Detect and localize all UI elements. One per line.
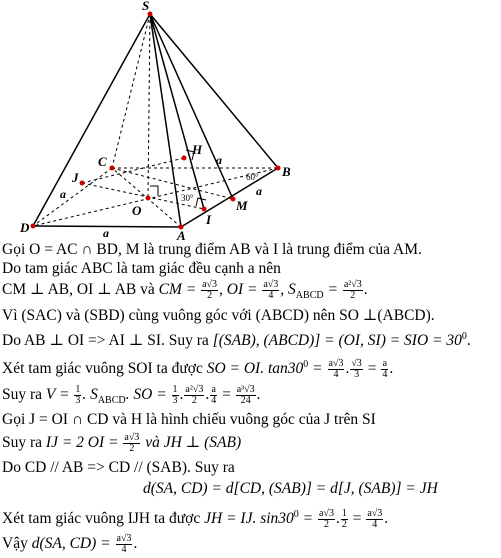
fraction: $\frac{a}{4}$ [382, 358, 388, 381]
point-B [276, 166, 281, 171]
line-9: Suy ra IJ = 2 OI = $\frac{a√3}{2}$ và JH ⊥ (SAB) [2, 432, 242, 454]
point-J [80, 181, 85, 186]
fraction: $\frac{\text{a²√3}}{2}$ [343, 279, 362, 301]
fraction: $\frac{1}{2}$ [341, 508, 347, 531]
side-label-CD: a [60, 187, 66, 201]
edge-BD [33, 168, 278, 226]
side-label-AB: a [256, 184, 262, 198]
fraction: $\frac{√3}{3}$ [351, 358, 362, 381]
angle-expr: [(SAB), (ABCD)] = (OI, SI) = SIO = 30 [212, 332, 462, 350]
line-12: Xét tam giác vuông IJH ta được JH = IJ. $\sin 30^0$ = $\frac{a√3}{2}$ . $\frac{1}{2}$ = $\frac{a√3}{4}$ . [2, 508, 389, 531]
edge-SO [148, 14, 150, 198]
solid-edges [33, 14, 278, 227]
fraction: $\frac{a√3}{2}$ [319, 508, 334, 531]
edge-SM [150, 14, 233, 199]
cm-expr: CM = [158, 281, 201, 299]
right-angle-I [196, 198, 206, 206]
point-D [31, 224, 36, 229]
point-O [146, 196, 151, 201]
volume-expr: V = [45, 386, 74, 404]
fraction: $\frac{\text{a²√3}}{2}$ [185, 384, 204, 406]
jh-expr: JH = IJ. sin30 [204, 510, 294, 528]
point-H [182, 156, 187, 161]
oi-expr: , OI = [219, 281, 262, 299]
fraction: $\frac{a√3}{4}$ [263, 279, 279, 301]
line-5-text: Do AB ⊥ OI => AI ⊥ SI. Suy ra [2, 332, 213, 350]
fraction: $\frac{a√3}{4}$ [367, 508, 383, 531]
label-D: D [20, 220, 30, 235]
line-9-text: Suy ra [2, 434, 46, 452]
right-angle-marks [150, 150, 206, 206]
label-C: C [98, 154, 107, 169]
line-13: Vậy d(SA, CD) = $\frac{a√3}{4}$ . [2, 533, 138, 555]
line-5: Do AB ⊥ OI => AI ⊥ SI. Suy ra [(SAB), (ABCD)] = (OI, SI) = SIO = $30^0$. [2, 331, 471, 350]
label-H: H [192, 142, 203, 157]
line-6-text: Xét tam giác vuông SOI ta được [2, 360, 207, 378]
fraction: $\frac{1}{3}$ [172, 384, 178, 406]
angle-30-label: 30° [181, 193, 194, 203]
label-M: M [236, 198, 248, 213]
edge-SI [150, 14, 204, 209]
line-7-text: Suy ra [2, 386, 46, 404]
fraction: $\frac{a√3}{4}$ [116, 533, 132, 555]
label-A: A [177, 228, 186, 240]
line-4: Vì (SAC) và (SBD) cùng vuông góc với (ABCD) nên SO ⊥(ABCD). [2, 307, 435, 324]
side-label-DA: a [103, 226, 109, 240]
point-I [202, 207, 207, 212]
line-3: CM ⊥ AB, OI ⊥ AB và CM = $\frac{a√3}{2}$ , OI = $\frac{a√3}{4}$ , $S_{ABCD}$ = $\frac{\text{a²√3}}{2}$ . [2, 279, 368, 302]
pyramid-figure [0, 0, 501, 240]
line-2: Do tam giác ABC là tam giác đều cạnh a nên [2, 260, 281, 277]
line-7: Suy ra V = $\frac{1}{3}$ . $S_{ABCD}$. SO = $\frac{1}{3}$ . $\frac{\text{a²√3}}{2}$ . $\frac{a}{4}$ = $\frac{\text{a³√3}}{24}$ . [2, 384, 261, 407]
label-I: I [206, 212, 212, 227]
ij-expr: IJ = 2 OI = [45, 434, 123, 452]
label-B: B [282, 164, 291, 179]
dashed-edges [33, 14, 278, 227]
point-C [110, 166, 115, 171]
label-O: O [132, 203, 142, 218]
line-10: Do CD // AB => CD // (SAB). Suy ra [2, 459, 235, 476]
label-J: J [72, 170, 79, 185]
so-expr: SO = OI. tan30 [206, 360, 304, 378]
line-13-text: Vậy [2, 535, 32, 553]
line-12-text: Xét tam giác vuông IJH ta được [2, 510, 205, 528]
edge-SD [33, 14, 150, 226]
distance-expr: d(SA, CD) = [31, 535, 115, 553]
line-6: Xét tam giác vuông SOI ta được SO = OI. $\tan 30^0$ = $\frac{a√3}{4}$ . $\frac{√3}{3}$ = $\frac{a}{4}$ . [2, 358, 394, 381]
label-S: S [142, 0, 150, 13]
points [31, 12, 281, 230]
angle-60-label: 60° [246, 172, 259, 182]
line-1: Gọi O = AC ∩ BD, M là trung điểm AB và I là trung điểm của AM. [2, 241, 422, 258]
fraction: $\frac{1}{3}$ [75, 384, 81, 406]
point-M [231, 197, 236, 202]
area-expr: , S [280, 281, 296, 299]
line-11: d(SA, CD) = d[CD, (SAB)] = d[J, (SAB)] = JH [143, 480, 438, 497]
fraction: $\frac{a}{4}$ [211, 384, 217, 406]
line-8: Gọi J = OI ∩ CD và H là hình chiếu vuông góc của J trên SI [2, 411, 376, 428]
edge-SC [112, 14, 150, 168]
fraction: $\frac{a√3}{2}$ [202, 279, 218, 301]
fraction: $\frac{\text{a³√3}}{24}$ [236, 384, 255, 406]
fraction: $\frac{a√3}{2}$ [124, 432, 140, 454]
right-angle-O [150, 186, 158, 196]
fraction: $\frac{a√3}{4}$ [328, 358, 344, 381]
side-label-CB: a [216, 153, 222, 167]
line-3-text: CM ⊥ AB, OI ⊥ AB và [2, 281, 159, 299]
